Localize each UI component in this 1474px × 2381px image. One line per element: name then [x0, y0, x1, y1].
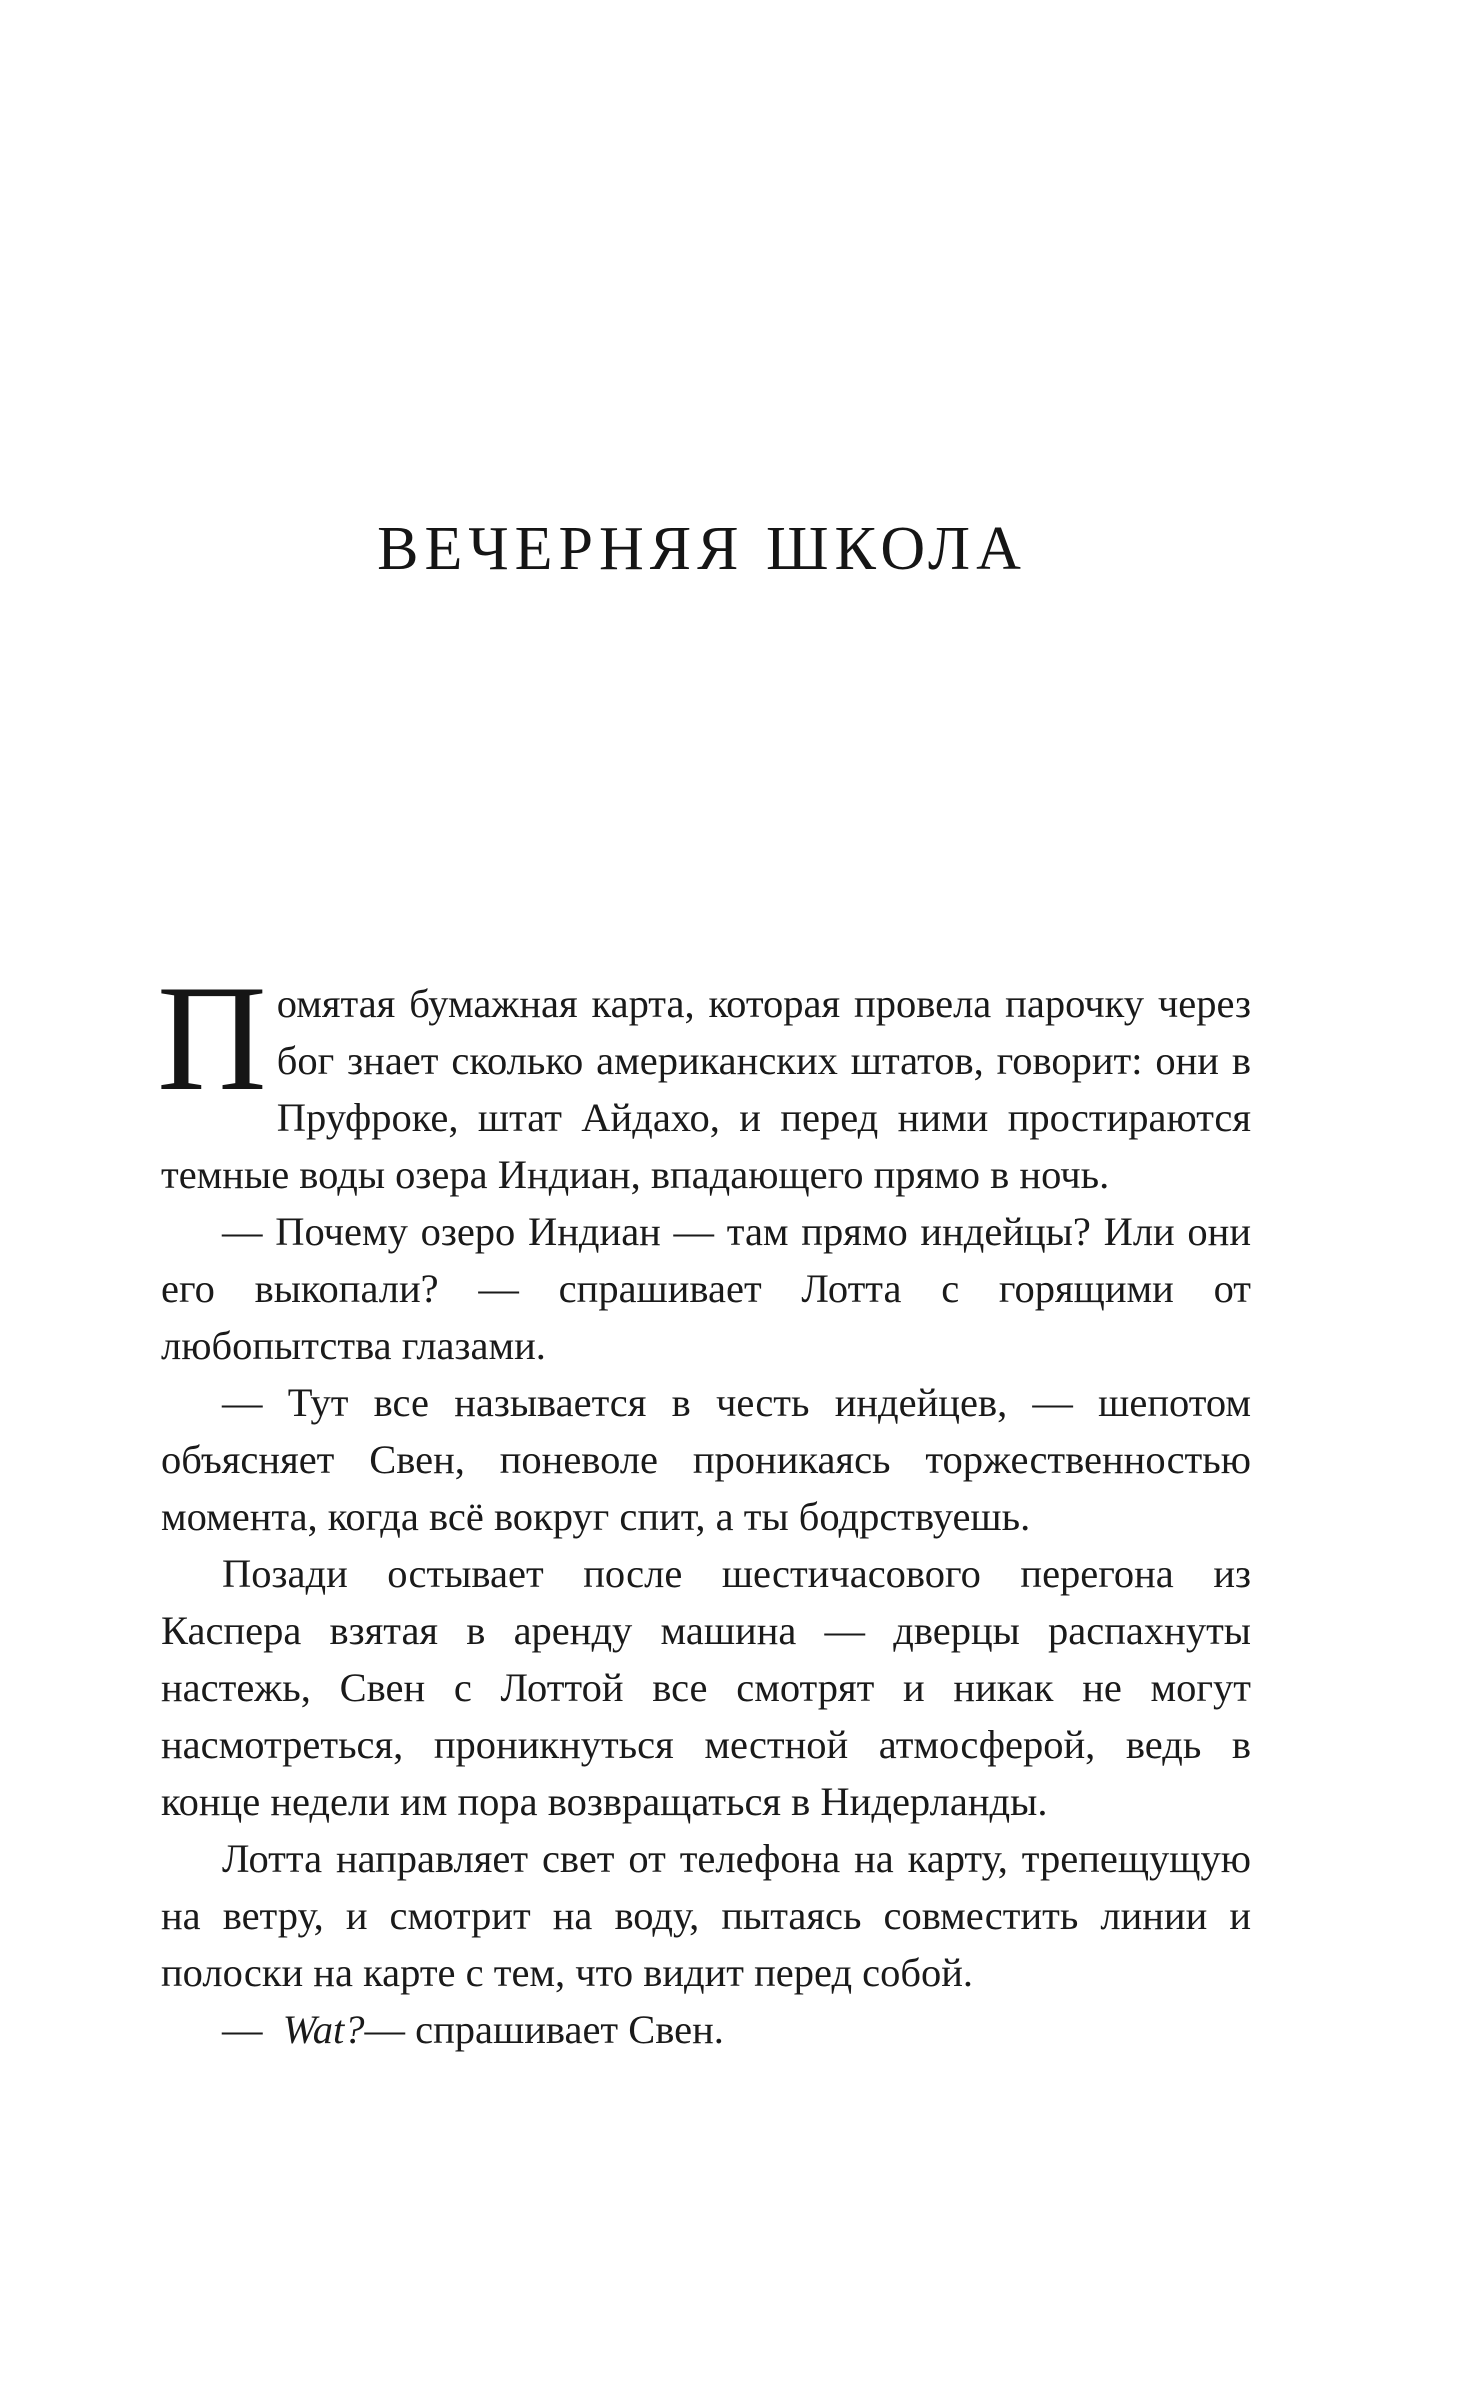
drop-cap: П — [157, 954, 267, 1122]
dialogue-dash: — — [222, 2007, 263, 2052]
paragraph-4: Позади остывает после шестичасового перегона из Каспера взятая в аренду машина — дверцы распахнуты настежь, Свен с Лоттой все смотрят и никак не могут насмотреться, проникнуться местной атмосферой, ведь в конце недели им пора возвращаться в Нидерланды. — [161, 1551, 1251, 1824]
chapter-title: ВЕЧЕРНЯЯ ШКОЛА — [377, 515, 1027, 583]
paragraph-3: — Тут все называется в честь индейцев, — шепотом объясняет Свен, поневоле проникаясь торжественностью момента, когда всё вокруг спит, а ты бодрствуешь. — [161, 1380, 1251, 1539]
paragraph-6-rest: — спрашивает Свен. — [364, 2007, 724, 2052]
paragraph-6 — [161, 2001, 1251, 2058]
paragraph-5: Лотта направляет свет от телефона на карту, трепещущую на ветру, и смотрит на воду, пытаясь совместить линии и полоски на карте с тем, что видит перед собой. — [161, 1836, 1251, 1995]
italic-word: Wat? — [282, 2007, 365, 2052]
body-text — [157, 954, 1251, 2058]
paragraph-1-text: омятая бумажная карта, которая провела парочку через бог знает сколько американских штатов, говорит: они в Пруфроке, штат Айдахо, и перед ними простираются темные воды озера Индиан, впадающего прямо в ночь. — [161, 981, 1251, 1197]
paragraph-1 — [157, 954, 1251, 1203]
paragraph-2: — Почему озеро Индиан — там прямо индейцы? Или они его выкопали? — спрашивает Лотта с горящими от любопытства глазами. — [161, 1209, 1251, 1368]
